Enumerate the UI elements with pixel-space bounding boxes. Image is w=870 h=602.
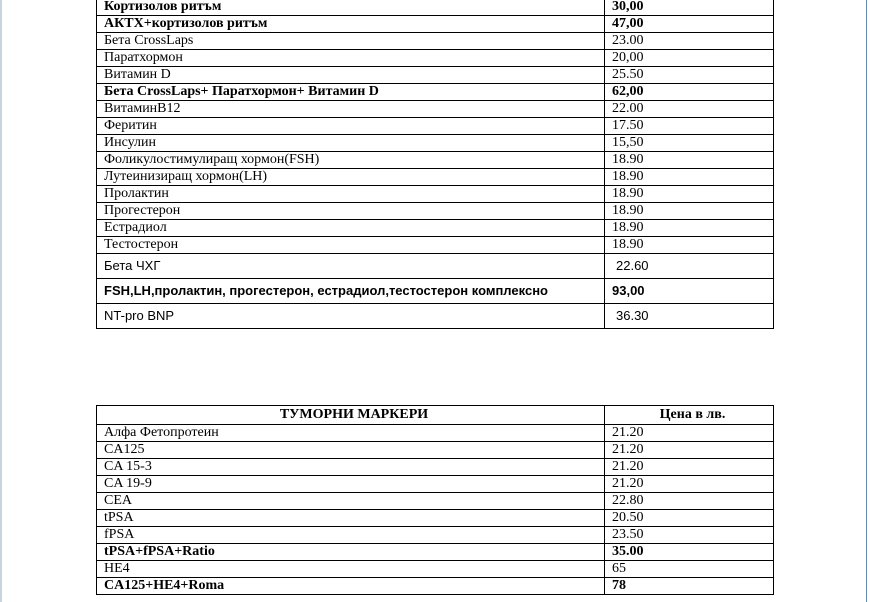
table-row <box>97 16 774 33</box>
test-price: 22.80 <box>605 493 774 510</box>
test-price: 65 <box>605 561 774 578</box>
test-name: Кортизолов ритъм <box>97 0 605 16</box>
table-row <box>97 442 774 459</box>
test-name: tPSA <box>97 510 605 527</box>
table-row <box>97 0 774 16</box>
test-name: CA125 <box>97 442 605 459</box>
test-price: 17.50 <box>605 118 774 135</box>
test-name: Фоликулостимулиращ хормон(FSH) <box>97 152 605 169</box>
test-price: 35.00 <box>605 544 774 561</box>
table-row <box>97 169 774 186</box>
test-price: 36.30 <box>605 304 774 329</box>
test-price: 21.20 <box>605 459 774 476</box>
table-row <box>97 67 774 84</box>
test-name: NT-pro BNP <box>97 304 605 329</box>
test-price: 62,00 <box>605 84 774 101</box>
test-price: 18.90 <box>605 169 774 186</box>
test-name: HE4 <box>97 561 605 578</box>
test-name: Прогестерон <box>97 203 605 220</box>
test-price: 21.20 <box>605 476 774 493</box>
table-row <box>97 425 774 442</box>
test-name: CA125+HE4+Roma <box>97 578 605 595</box>
test-price: 18.90 <box>605 237 774 254</box>
test-price: 15,50 <box>605 135 774 152</box>
table-row <box>97 304 774 329</box>
table-row <box>97 544 774 561</box>
table-row <box>97 561 774 578</box>
tumor-markers-price-table <box>96 405 774 595</box>
test-name: Инсулин <box>97 135 605 152</box>
table-row <box>97 101 774 118</box>
test-name: Тестостерон <box>97 237 605 254</box>
test-price: 22.00 <box>605 101 774 118</box>
test-price: 23.00 <box>605 33 774 50</box>
table-header-row <box>97 406 774 425</box>
test-name: Витамин D <box>97 67 605 84</box>
column-header-name: ТУМОРНИ МАРКЕРИ <box>97 406 605 425</box>
page-right-edge <box>866 0 867 602</box>
test-price: 30,00 <box>605 0 774 16</box>
table-row <box>97 510 774 527</box>
test-name: Бета CrossLaps <box>97 33 605 50</box>
test-price: 47,00 <box>605 16 774 33</box>
column-header-price: Цена в лв. <box>605 406 774 425</box>
test-name: Бета ЧХГ <box>97 254 605 279</box>
table-row <box>97 254 774 279</box>
table-row <box>97 118 774 135</box>
test-price: 25.50 <box>605 67 774 84</box>
test-name: Лутеинизиращ хормон(LH) <box>97 169 605 186</box>
table-row <box>97 152 774 169</box>
table-row <box>97 459 774 476</box>
table-row <box>97 50 774 67</box>
test-price: 20,00 <box>605 50 774 67</box>
hormones-price-table <box>96 0 774 329</box>
test-name: АКТХ+кортизолов ритъм <box>97 16 605 33</box>
test-price: 21.20 <box>605 425 774 442</box>
table-row <box>97 220 774 237</box>
table-row <box>97 84 774 101</box>
test-name: Естрадиол <box>97 220 605 237</box>
table-row <box>97 237 774 254</box>
test-name: ВитаминB12 <box>97 101 605 118</box>
table-row <box>97 33 774 50</box>
test-price: 18.90 <box>605 186 774 203</box>
test-price: 78 <box>605 578 774 595</box>
table-row <box>97 476 774 493</box>
test-price: 93,00 <box>605 279 774 304</box>
test-price: 18.90 <box>605 203 774 220</box>
table-row <box>97 203 774 220</box>
test-name: CEA <box>97 493 605 510</box>
test-price: 22.60 <box>605 254 774 279</box>
test-name: Феритин <box>97 118 605 135</box>
table-row <box>97 279 774 304</box>
test-price: 20.50 <box>605 510 774 527</box>
test-price: 23.50 <box>605 527 774 544</box>
page-left-edge <box>0 0 2 602</box>
test-name: Бета CrossLaps+ Паратхормон+ Витамин D <box>97 84 605 101</box>
table-row <box>97 578 774 595</box>
table-row <box>97 135 774 152</box>
test-price: 21.20 <box>605 442 774 459</box>
test-price: 18.90 <box>605 220 774 237</box>
test-name: Алфа Фетопротеин <box>97 425 605 442</box>
test-name: Пролактин <box>97 186 605 203</box>
table-row <box>97 493 774 510</box>
test-name: CA 15-3 <box>97 459 605 476</box>
test-name: Паратхормон <box>97 50 605 67</box>
test-name: tPSA+fPSA+Ratio <box>97 544 605 561</box>
test-price: 18.90 <box>605 152 774 169</box>
test-name: fPSA <box>97 527 605 544</box>
table-row <box>97 527 774 544</box>
test-name: CA 19-9 <box>97 476 605 493</box>
test-name: FSH,LH,пролактин, прогестерон, естрадиол,тестостерон комплексно <box>97 279 605 304</box>
table-row <box>97 186 774 203</box>
